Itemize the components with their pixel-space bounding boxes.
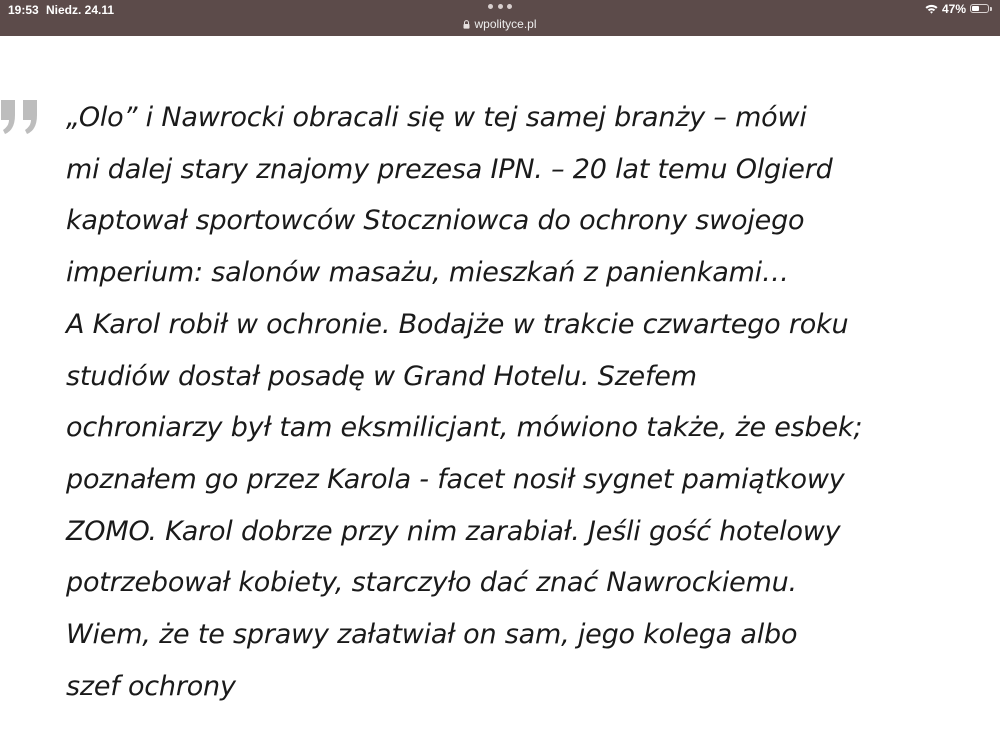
battery-level-fill (972, 6, 979, 11)
article-quote (66, 92, 986, 712)
quote-line: A Karol robił w ochronie. Bodajże w trakcie czwartego roku (66, 308, 849, 340)
tab-overview-dots-icon[interactable] (488, 4, 512, 10)
status-time: 19:53 (8, 3, 39, 17)
status-right (925, 2, 992, 16)
lock-icon (463, 20, 470, 29)
quote-line: potrzebował kobiety, starczyło dać znać Nawrockiemu. (66, 567, 797, 599)
quote-line: imperium: salonów masażu, mieszkań z panienkami… (66, 257, 789, 289)
quote-line: kaptował sportowców Stoczniowca do ochrony swojego (66, 205, 805, 237)
quote-line: poznałem go przez Karola - facet nosił sygnet pamiątkowy (66, 463, 845, 495)
quote-line: ochroniarzy był tam eksmilicjant, mówiono także, że esbek; (66, 412, 863, 444)
quote-mark-icon (0, 96, 44, 136)
battery-icon (970, 4, 992, 14)
quote-line: Wiem, że te sprawy załatwiał on sam, jego kolega albo (66, 619, 798, 651)
quote-line: mi dalej stary znajomy prezesa IPN. – 20 lat temu Olgierd (66, 153, 833, 185)
wifi-icon (925, 4, 938, 14)
url-text[interactable]: wpolityce.pl (474, 17, 537, 31)
quote-line: „Olo” i Nawrocki obracali się w tej samej branży – mówi (66, 102, 807, 133)
battery-percent: 47% (941, 2, 966, 16)
status-bar (0, 0, 1000, 36)
quote-line: studiów dostał posadę w Grand Hotelu. Szefem (66, 360, 697, 392)
status-date: Niedz. 24.11 (46, 3, 115, 17)
quote-line: ZOMO. Karol dobrze przy nim zarabiał. Jeśli gość hotelowy (66, 515, 841, 547)
address-bar[interactable] (0, 17, 1000, 31)
quote-line: szef ochrony (66, 670, 236, 702)
